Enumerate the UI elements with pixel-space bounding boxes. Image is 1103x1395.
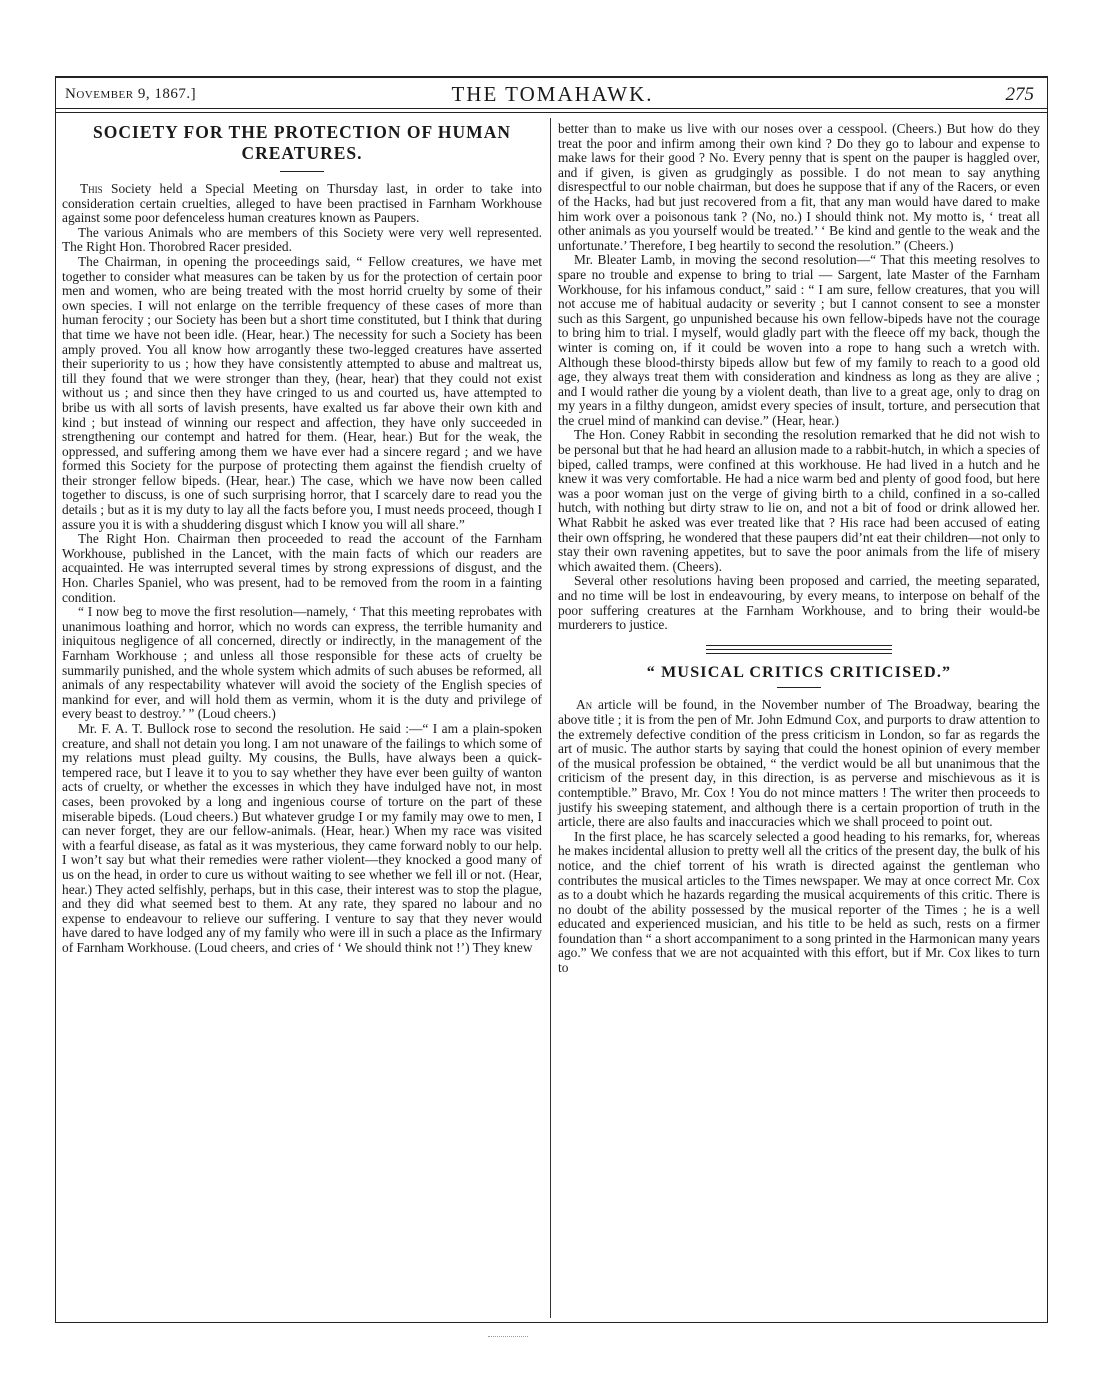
paragraph: Mr. F. A. T. Bullock rose to second the resolution. He said :—“ I am a plain-spoken creature, and shall not detain you long. I am not unaware of the failings to which some of my relations must plead guilty. My cousins, the Bulls, have always been a quick-tempered race, but I leave it to you to say whether they have ever been guilty of wanton acts of cruelty, or whether the excesses in which they have indulged have not, in most cases, been provoked by a long and ingenious course of torture on the part of these miserable bipeds. (Loud cheers.) But whatever grudge I or my family may owe to men, I can never forget, they are our fellow-animals. (Hear, hear.) When my race was visited with a fearful disease, as fatal as it was mysterious, they came forward nobly to our help. I won’t say but what their remedies were rather violent—they knocked a good many of us on the head, in order to cure us without waiting to see whether we fell ill or not. (Hear, hear.) They acted selfishly, perhaps, but in this case, their interest was to stop the plague, and they did what seemed best to them. At any rate, they spared no labour and no expense to endeavour to relieve our suffering. I venture to say that they never would have dared to have lodged any of my family who were ill in such a place as the Infirmary of Farnham Workhouse. (Loud cheers, and cries of ‘ We should think not !’) They knew [62, 720, 542, 955]
signature-mark [488, 1336, 528, 1337]
header-rule-thin [55, 112, 1048, 113]
right-border [1047, 76, 1048, 1323]
paragraph: The Right Hon. Chairman then proceeded to read the account of the Farnham Workhouse, published in the Lancet, with the main facts of which our readers are acquainted. He was interrupted several times by strong expressions of disgust, and the Hon. Charles Spaniel, who was present, had to be removed from the room in a fainting condition. [62, 531, 542, 605]
paragraph: The Hon. Coney Rabbit in seconding the resolution remarked that he did not wish to be personal but that he had heard an allusion made to a rabbit-hutch, in which a species of biped, called tramps, were confined at this workhouse. He had lived in a hutch and he knew it was very comfortable. He had a nice warm bed and plenty of good food, but here was a poor woman just on the verge of giving birth to a child, confined in a so-called hutch, with nothing but dirty straw to lie on, and not a bit of food or drink allowed her. What Rabbit he asked was ever treated like that ? His race had been accused of eating their own offspring, he wondered that these paupers did’nt eat their children—not only to stay their own ravening appetites, but to save the poor animals from the life of misery which awaited them. (Cheers). [558, 427, 1040, 574]
heading-rule [777, 687, 821, 688]
heading-rule [280, 171, 324, 172]
paragraph: “ I now beg to move the first resolution—namely, ‘ That this meeting reprobates with unanimous loathing and horror, which no words can express, the terrible humanity and iniquitous negligence of all concerned, directly or indirectly, in the management of the Farnham Workhouse ; and unless all those responsible for these acts of cruelty be summarily punished, and the whole system which admits of such abuses be reformed, all animals of any respectability whatever will avoid the society of the English species of mankind for ever, and will hold them as vermin, whom it is the duty and privilege of every beast to destroy.’ ” (Loud cheers.) [62, 604, 542, 722]
paragraph: The various Animals who are members of this Society were very well represented. The Right Hon. Thorobred Racer presided. [62, 224, 542, 255]
issue-date: November 9, 1867.] [65, 86, 197, 102]
paragraph: The Chairman, in opening the proceedings said, “ Fellow creatures, we have met together to consider what measures can be taken by us for the protection of certain poor men and women, who are being treated with the most horrid cruelty by some of their own species. I will not enlarge on the terrible frequency of these cases of more than human ferocity ; our Society has been but a short time constituted, but I think that during that time we have not been idle. (Hear, hear.) The necessity for such a Society has been amply proved. You all know how arrogantly these two-legged creatures have asserted their superiority to us ; how they have consistently attempted to abuse and maltreat us, till they found that we were stronger than they, (hear, hear) that they could not exist without us ; and since then they have cringed to us and courted us, have attempted to bribe us with all sorts of lavish presents, have exalted us far above their own kith and kind ; but instead of winning our respect and affection, they have only succeeded in strengthening our contempt and hatred for them. (Hear, hear.) But for the weak, the oppressed, and suffering among them we have ever had a sincere regard ; and we have formed this Society for the purpose of protecting them against the fiendish cruelty of their stronger fellow bipeds. (Hear, hear.) The case, which we have now been called together to discuss, is one of such surprising horror, that I scarcely dare to read you the details ; but as it is my duty to lay all the facts before you, I must needs proceed, though I assure you it is with a shuddering disgust which I know you will all share.” [62, 253, 542, 532]
page-number: 275 [1005, 84, 1034, 105]
right-column [558, 122, 1040, 976]
paragraph: Several other resolutions having been proposed and carried, the meeting separated, and no time will be lost in endeavouring, by every means, to interpose on behalf of the poor suffering creatures at the Farnham Workhouse, and to bring their would-be murderers to justice. [558, 573, 1040, 633]
paragraph: This Society held a Special Meeting on Thursday last, in order to take into consideration certain cruelties, alleged to have been practised in Farnham Workhouse against some poor defenceless human creatures known as Paupers. [62, 181, 542, 226]
left-column [62, 122, 542, 955]
article-heading: SOCIETY FOR THE PROTECTION OF HUMAN CREATURES. [93, 122, 511, 163]
article-separator [706, 645, 892, 654]
top-rule [55, 76, 1048, 78]
paragraph: better than to make us live with our noses over a cesspool. (Cheers.) But how do they treat the poor and infirm among their own kind ? Do they go to labour and expense to make laws for their good ? No. Every penny that is spent on the pauper is haggled over, and if given, is given as grudgingly as possible. I do not mean to say anything disrespectful to our noble chairman, but does he suppose that if any of the Racers, or even of the Hacks, had but just recovered from a fit, that any man would have dared to make him work over a poisonous tank ? (No, no.) I should think not. My motto is, ‘ treat all other animals as you yourself would be treated.’ ‘ Be kind and gentle to the weak and the unfortunate.’ Therefore, I beg heartily to second the resolution.” (Cheers.) [558, 121, 1040, 253]
masthead-title: THE TOMAHAWK. [451, 82, 654, 106]
paragraph: In the first place, he has scarcely selected a good heading to his remarks, for, whereas he makes incidental allusion to pretty well all the critics of the present day, the bulk of his notice, and the chief torrent of his wrath is directed against the gentleman who contributes the musical articles to the Times newspaper. We may at once correct Mr. Cox as to a doubt which he hazards regarding the musical acquirements of this critic. There is no doubt of the ability possessed by the musical reporter of the Times ; he is a well educated and experienced musician, and his title to be held as such, rests on a firmer foundation than “ a short accompaniment to a song printed in the Harmonican many years ago.” We confess that we are not acquainted with this effort, but if Mr. Cox likes to turn to [558, 828, 1040, 976]
paragraph: An article will be found, in the November number of The Broadway, bearing the above title ; it is from the pen of Mr. John Edmund Cox, and purports to draw attention to the extremely defective condition of the press criticism in London, so far as regards the art of music. The author starts by saying that could the honest opinion of every member of the musical profession be obtained, “ the verdict would be all but unanimous that the criticism of the present day, in this direction, is as perverse and mischievous as it is contemptible.” Bravo, Mr. Cox ! You do not mince matters ! The writer then proceeds to justify his sweeping statement, and although there is a certain proportion of truth in the article, there are also faults and inaccuracies which we shall proceed to point out. [558, 697, 1040, 830]
article-heading-2: “ MUSICAL CRITICS CRITICISED.” [646, 663, 952, 681]
paragraph: Mr. Bleater Lamb, in moving the second resolution—“ That this meeting resolves to spare no trouble and expense to bring to trial — Sargent, late Master of the Farnham Workhouse, for his infamous conduct,” said : “ I am sure, fellow creatures, that you will not accuse me of habitual audacity or severity ; but I cannot consent to see a monster such as this Sargent, go unpunished because his own fellow-bipeds have not the courage to bring him to trial. I myself, would gladly part with the fleece off my back, though the winter is coming on, if it could be woven into a rope to hang such a wretch with. Although these blood-thirsty bipeds allow but few of my family to reach to a good old age, they always treat them with consideration and kindness as long as they are alive ; and I would rather die young by a violent death, than live to a great age, only to drag on my years in a filthy dungeon, amidst every species of insult, torture, and persecution that the cruel mind of mankind can devise.” (Hear, hear.) [558, 252, 1040, 428]
bottom-rule [55, 1322, 1048, 1323]
page-header [65, 80, 1040, 106]
header-rule [55, 108, 1048, 109]
column-divider [550, 118, 551, 1318]
left-border [55, 76, 56, 1323]
